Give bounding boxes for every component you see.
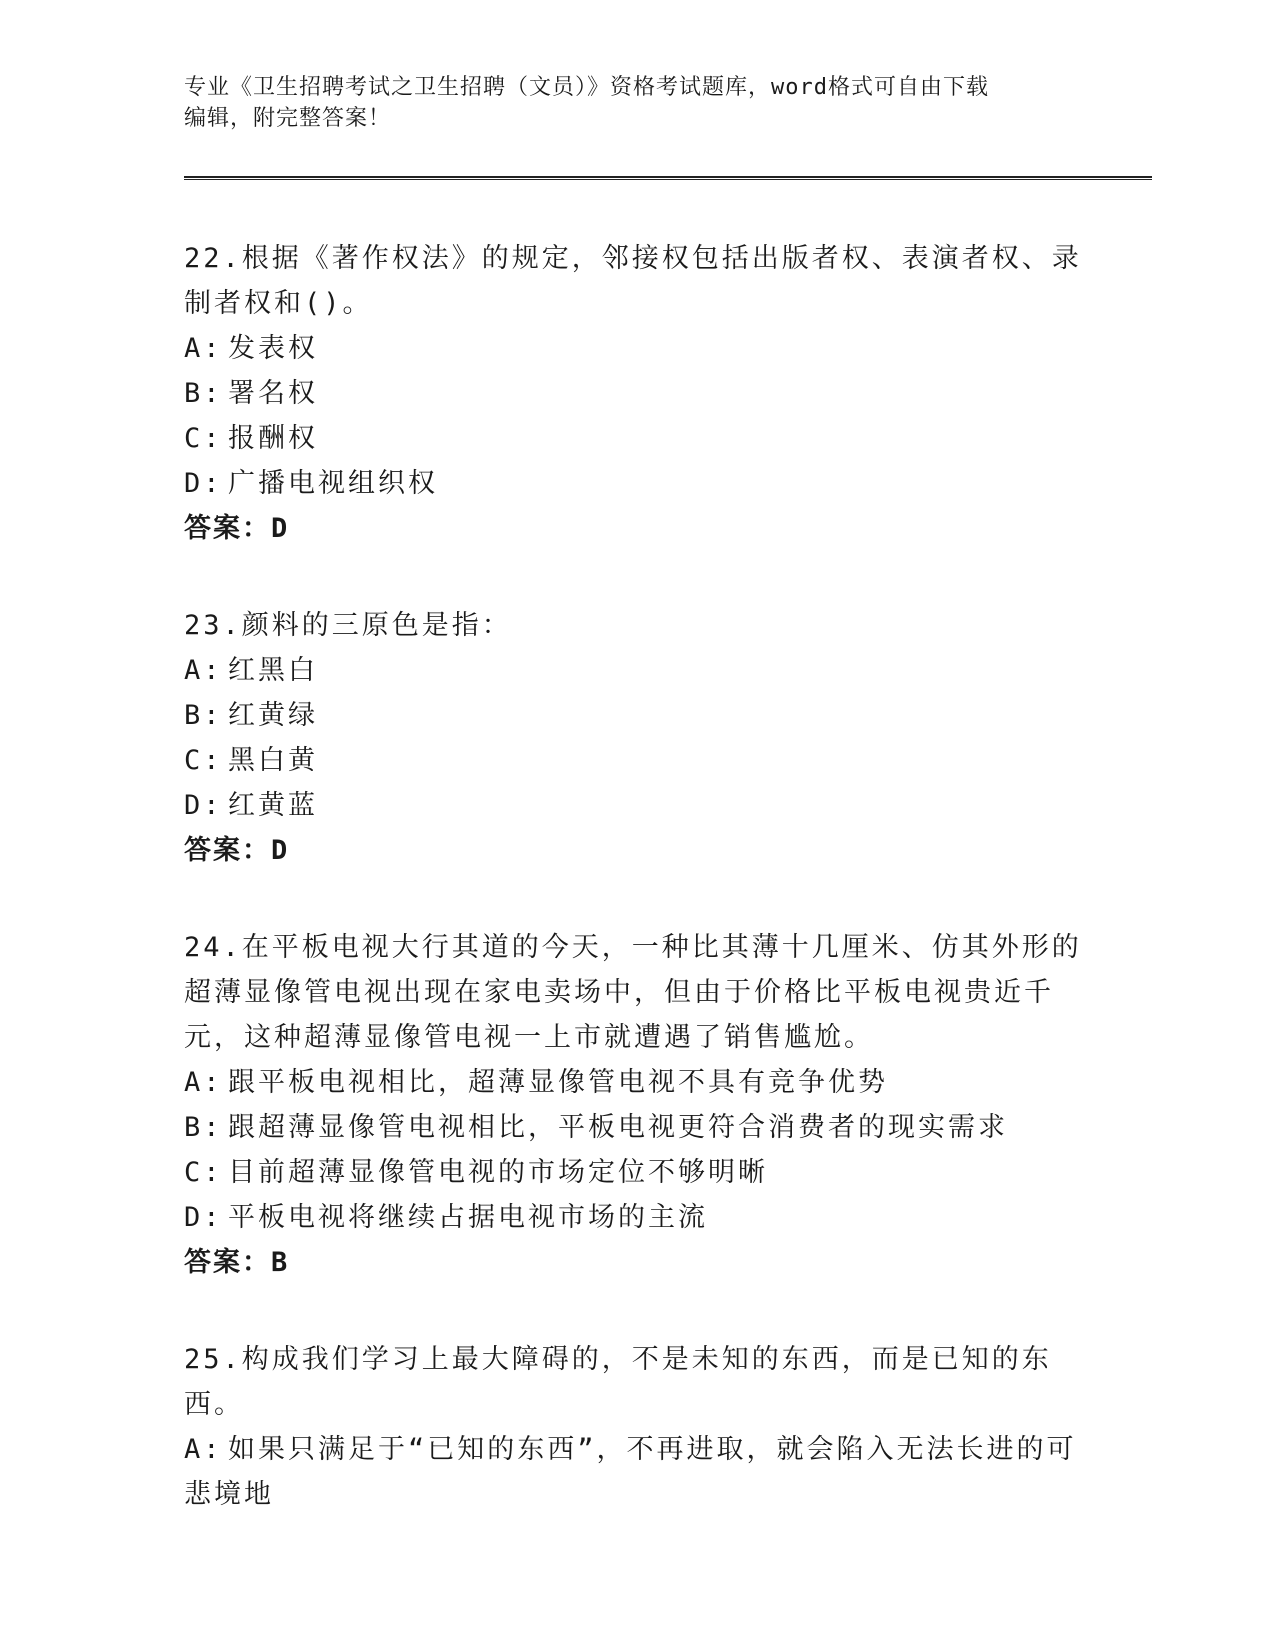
option-text: 广播电视组织权	[228, 468, 438, 499]
option-b	[184, 371, 1084, 416]
option-a	[184, 1427, 1084, 1517]
option-label: C:	[184, 1157, 223, 1188]
option-label: D:	[184, 468, 223, 499]
question-stem: 23.颜料的三原色是指：	[184, 610, 512, 641]
option-c	[184, 416, 1084, 461]
option-label: B:	[184, 378, 223, 409]
option-label: B:	[184, 700, 223, 731]
question-stem: 24.在平板电视大行其道的今天，一种比其薄十几厘米、仿其外形的超薄显像管电视出现在家电卖场中，但由于价格比平板电视贵近千元，这种超薄显像管电视一上市就遭遇了销售尴尬。	[184, 932, 1082, 1053]
option-d	[184, 461, 1084, 506]
option-text: 发表权	[228, 333, 318, 364]
question-22	[184, 236, 1084, 551]
question-24	[184, 925, 1084, 1285]
question-list	[184, 236, 1084, 1569]
answer-line: 答案：D	[184, 835, 290, 866]
option-label: C:	[184, 745, 223, 776]
option-label: A:	[184, 655, 223, 686]
option-b	[184, 1105, 1084, 1150]
question-stem: 25.构成我们学习上最大障碍的，不是未知的东西，而是已知的东西。	[184, 1344, 1052, 1420]
option-text: 报酬权	[228, 423, 318, 454]
option-text: 平板电视将继续占据电视市场的主流	[228, 1202, 708, 1233]
option-label: C:	[184, 423, 223, 454]
option-text: 红黄绿	[228, 700, 318, 731]
option-d	[184, 1195, 1084, 1240]
option-text: 红黑白	[228, 655, 318, 686]
option-d	[184, 783, 1084, 828]
header-line-2: 编辑，附完整答案！	[184, 106, 392, 131]
answer-line: 答案：D	[184, 513, 290, 544]
option-text: 黑白黄	[228, 745, 318, 776]
option-label: D:	[184, 790, 223, 821]
header-line-1: 专业《卫生招聘考试之卫生招聘（文员）》资格考试题库，word格式可自由下载	[184, 75, 989, 100]
option-a	[184, 1060, 1084, 1105]
option-label: B:	[184, 1112, 223, 1143]
option-label: A:	[184, 1434, 223, 1465]
option-text: 跟超薄显像管电视相比，平板电视更符合消费者的现实需求	[228, 1112, 1008, 1143]
option-text: 红黄蓝	[228, 790, 318, 821]
option-label: D:	[184, 1202, 223, 1233]
option-label: A:	[184, 1067, 223, 1098]
option-a	[184, 648, 1084, 693]
answer-line: 答案：B	[184, 1247, 290, 1278]
option-c	[184, 1150, 1084, 1195]
option-text: 跟平板电视相比，超薄显像管电视不具有竞争优势	[228, 1067, 888, 1098]
option-b	[184, 693, 1084, 738]
question-stem: 22.根据《著作权法》的规定，邻接权包括出版者权、表演者权、录制者权和()。	[184, 243, 1082, 319]
option-c	[184, 738, 1084, 783]
header-divider	[184, 176, 1152, 180]
option-text: 署名权	[228, 378, 318, 409]
option-text: 目前超薄显像管电视的市场定位不够明晰	[228, 1157, 768, 1188]
question-25	[184, 1337, 1084, 1517]
document-header	[184, 72, 1064, 134]
option-a	[184, 326, 1084, 371]
question-23	[184, 603, 1084, 873]
option-text: 如果只满足于“已知的东西”，不再进取，就会陷入无法长进的可悲境地	[184, 1434, 1077, 1510]
option-label: A:	[184, 333, 223, 364]
